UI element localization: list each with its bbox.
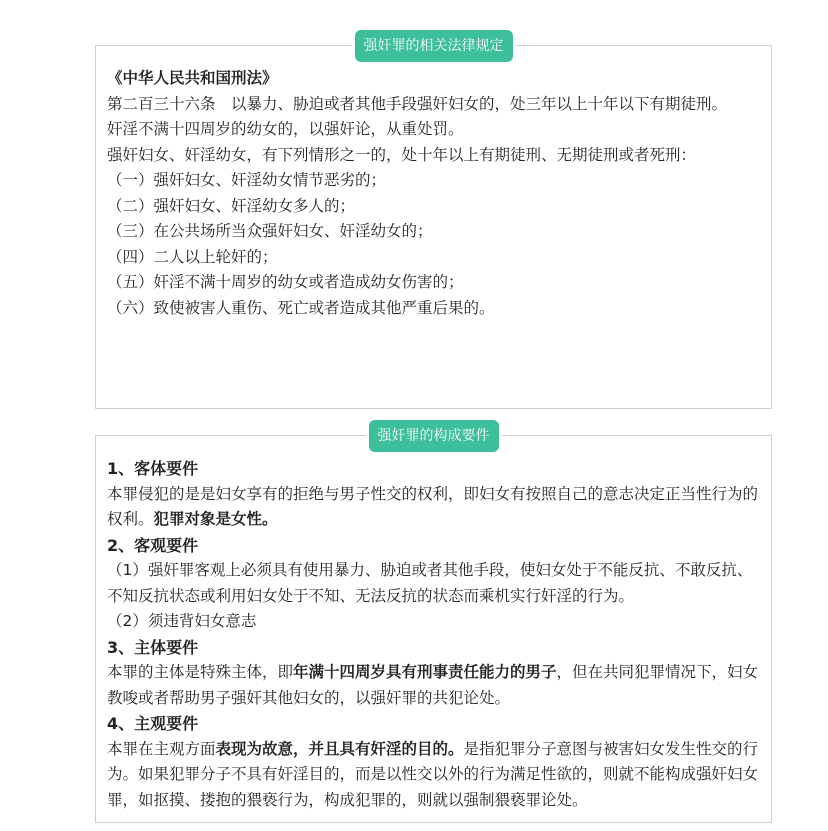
constitutive-elements-card xyxy=(95,428,772,823)
heading-object-element: 1、客体要件 xyxy=(107,459,199,478)
paragraph-subjective-element xyxy=(107,737,761,814)
paragraph-object-element xyxy=(107,482,761,533)
heading-objective-element: 2、客观要件 xyxy=(107,535,199,555)
paragraph-text: 本罪在主观方面 xyxy=(107,739,216,758)
article-item: （六）致使被害人重伤、死亡或者造成其他严重后果的。 xyxy=(107,298,495,317)
paragraph-emphasis: 年满十四周岁具有刑事责任能力的男子 xyxy=(293,663,557,681)
law-provisions-card xyxy=(95,38,772,409)
article-item: （三）在公共场所当众强奸妇女、奸淫幼女的； xyxy=(107,222,433,240)
article-item: （二）强奸妇女、奸淫幼女多人的； xyxy=(107,196,356,215)
article-paragraph: 奸淫不满十四周岁的幼女的，以强奸论，从重处罚。 xyxy=(107,120,464,138)
heading-subject-element: 3、主体要件 xyxy=(107,637,199,657)
paragraph-emphasis: 表现为故意，并且具有奸淫的目的。 xyxy=(215,739,464,758)
heading-subjective-element: 4、主观要件 xyxy=(107,714,199,733)
law-provisions-content xyxy=(107,66,761,321)
section-tag-law: 强奸罪的相关法律规定 xyxy=(355,30,513,62)
article-item: （四）二人以上轮奸的； xyxy=(107,247,278,266)
constitutive-elements-content xyxy=(107,456,761,813)
section-tag-elements: 强奸罪的构成要件 xyxy=(369,420,499,452)
paragraph-text: 本罪侵犯的是是妇女享有的拒绝与男子性交的权利，即妇女有按照自己的意志决定正当性行为的权利。 xyxy=(107,484,759,528)
law-title: 《中华人民共和国刑法》 xyxy=(107,69,278,87)
article-paragraph: 第二百三十六条 以暴力、胁迫或者其他手段强奸妇女的，处三年以上十年以下有期徒刑。 xyxy=(107,94,728,113)
paragraph-objective-2: （2）须违背妇女意志 xyxy=(107,612,257,630)
paragraph-text: ，但在共同犯罪情况下，妇女教唆或者帮助男子强奸其他妇女的，以强奸罪的共犯论处。 xyxy=(107,663,759,707)
article-item: （五）奸淫不满十周岁的幼女或者造成幼女伤害的； xyxy=(107,273,464,291)
paragraph-emphasis: 犯罪对象是女性。 xyxy=(153,510,278,528)
paragraph-text: 是指犯罪分子意图与被害妇女发生性交的行为。如果犯罪分子不具有奸淫目的，而是以性交以外的行为满足性欲的，则就不能构成强奸妇女罪，如抠摸、搂抱的猥亵行为，构成犯罪的，则就以强制猥亵罪论处。 xyxy=(107,739,759,809)
article-paragraph: 强奸妇女、奸淫幼女，有下列情形之一的，处十年以上有期徒刑、无期徒刑或者死刑： xyxy=(107,145,697,164)
paragraph-objective-1: （1）强奸罪客观上必须具有使用暴力、胁迫或者其他手段，使妇女处于不能反抗、不敢反抗、不知反抗状态或利用妇女处于不知、无法反抗的状态而乘机实行奸淫的行为。 xyxy=(107,561,753,605)
article-item: （一）强奸妇女、奸淫幼女情节恶劣的； xyxy=(107,171,387,189)
paragraph-subject-element xyxy=(107,660,761,711)
paragraph-text: 本罪的主体是特殊主体，即 xyxy=(107,663,294,681)
